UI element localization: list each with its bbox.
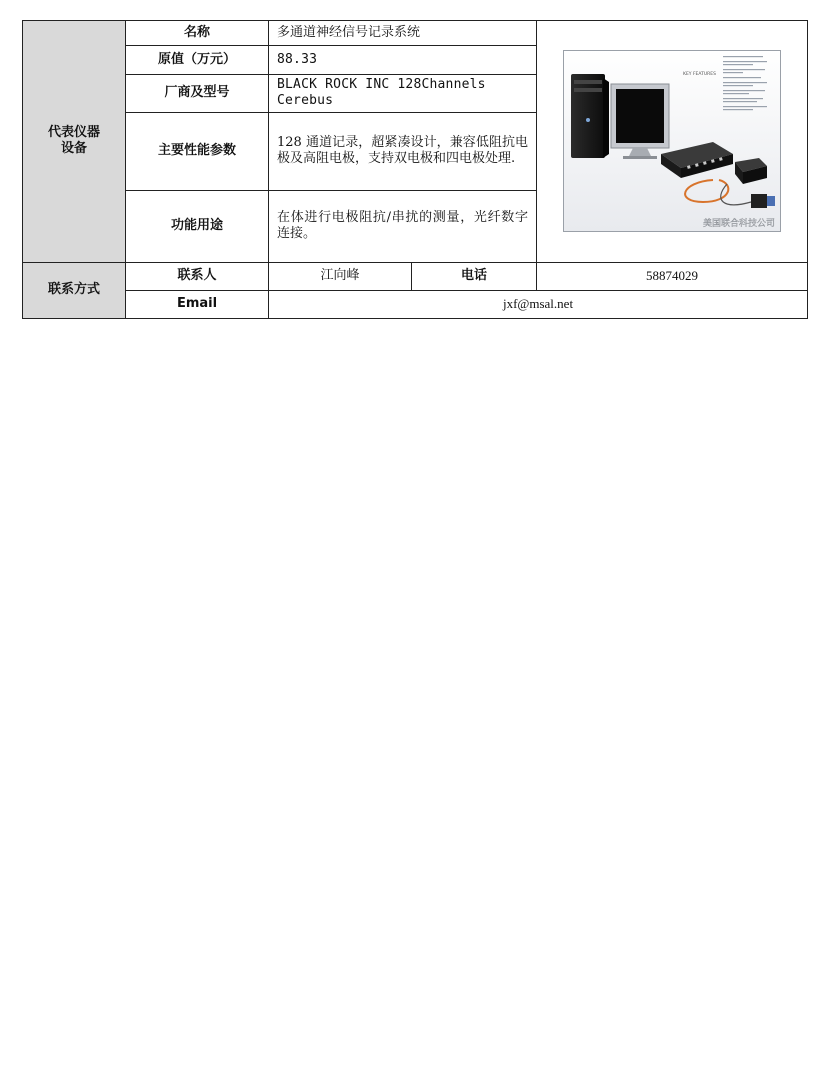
contact-person-label: 联系人	[126, 262, 269, 290]
pc-tower	[571, 74, 609, 158]
equipment-group-label-line2: 设备	[60, 141, 87, 157]
phone-label: 电话	[412, 262, 537, 290]
monitor	[611, 84, 669, 159]
maker-label: 厂商及型号	[126, 75, 269, 113]
phone-value: 58874029	[537, 262, 808, 290]
contact-group-label: 联系方式	[23, 262, 126, 318]
maker-value: BLACK ROCK INC 128Channels Cerebus	[269, 75, 537, 113]
equipment-photo-cell	[537, 21, 808, 263]
params-value: 128 通道记录，超紧凑设计，兼容低阻抗电极及高阻电极，支持双电极和四电极处理.	[269, 112, 537, 190]
name-value: 多通道神经信号记录系统	[269, 21, 537, 46]
params-label: 主要性能参数	[126, 112, 269, 190]
photo-watermark: 美国联合科技公司	[703, 219, 776, 230]
price-value: 88.33	[269, 46, 537, 75]
function-label: 功能用途	[126, 190, 269, 262]
function-value: 在体进行电极阻抗/串扰的测量，光纤数字连接。	[269, 190, 537, 262]
equipment-group-label-line1: 代表仪器	[47, 125, 100, 140]
name-label: 名称	[126, 21, 269, 46]
equipment-photo	[563, 50, 781, 232]
contact-person-value: 江向峰	[269, 262, 412, 290]
email-label: Email	[126, 290, 269, 318]
connector-unit	[751, 194, 775, 208]
email-value[interactable]: jxf@msal.net	[269, 290, 808, 318]
equipment-group-label	[23, 21, 126, 263]
price-label: 原值（万元）	[126, 46, 269, 75]
equipment-info-table	[22, 20, 808, 319]
key-features-title: KEY FEATURES	[683, 72, 717, 78]
